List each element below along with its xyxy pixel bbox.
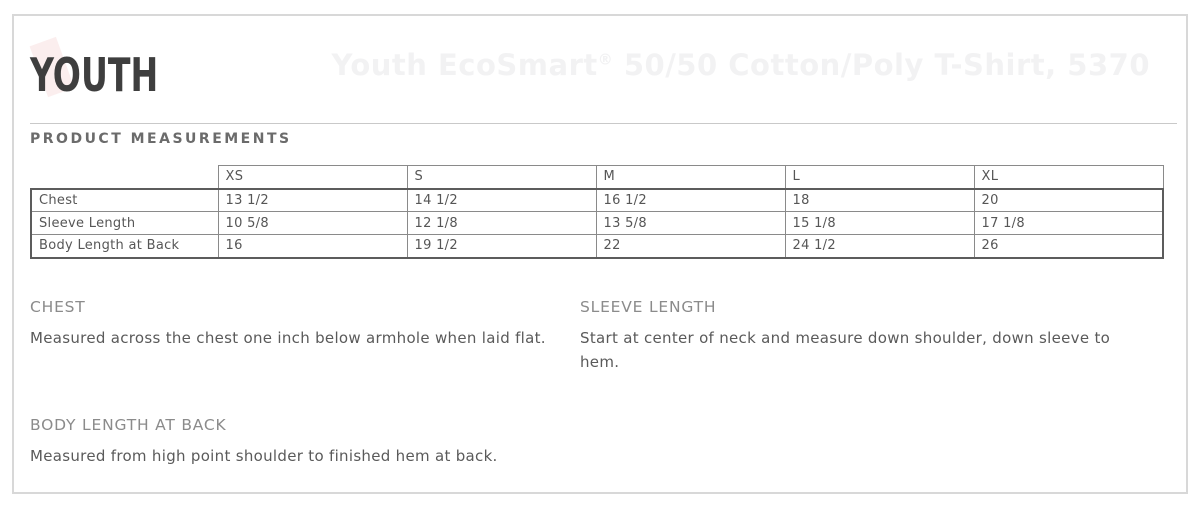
cell-sleeve-s: 12 1/8 — [407, 212, 596, 235]
definition-heading-sleeve-length: SLEEVE LENGTH — [580, 298, 717, 316]
row-label-sleeve-length: Sleeve Length — [31, 212, 218, 235]
definition-text-body-length: Measured from high point shoulder to finished hem at back. — [30, 447, 498, 465]
column-header-xs: XS — [218, 166, 407, 189]
size-chart-header — [31, 166, 1163, 189]
column-header-l: L — [785, 166, 974, 189]
cell-sleeve-xl: 17 1/8 — [974, 212, 1163, 235]
cell-body-xs: 16 — [218, 235, 407, 258]
definition-heading-body-length: BODY LENGTH AT BACK — [30, 416, 227, 434]
definition-text-sleeve-length: Start at center of neck and measure down shoulder, down sleeve to hem. — [580, 329, 1111, 371]
cell-chest-m: 16 1/2 — [596, 189, 785, 212]
section-title-product-measurements: PRODUCT MEASUREMENTS — [30, 131, 292, 147]
size-chart-body — [31, 189, 1163, 258]
cell-chest-s: 14 1/2 — [407, 189, 596, 212]
definition-body-length — [30, 417, 580, 468]
category-heading: YOUTH — [30, 48, 159, 102]
cell-sleeve-m: 13 5/8 — [596, 212, 785, 235]
product-title — [331, 48, 1150, 82]
definitions-row-2 — [30, 417, 1177, 468]
product-title-name: Youth EcoSmart — [331, 48, 598, 82]
cell-body-l: 24 1/2 — [785, 235, 974, 258]
size-chart-table — [30, 165, 1164, 259]
table-row-chest — [31, 189, 1163, 212]
cell-body-m: 22 — [596, 235, 785, 258]
cell-chest-xs: 13 1/2 — [218, 189, 407, 212]
cell-chest-l: 18 — [785, 189, 974, 212]
table-row-sleeve-length — [31, 212, 1163, 235]
definition-sleeve-length — [580, 299, 1177, 374]
definitions-row-1 — [30, 299, 1177, 374]
column-header-xl: XL — [974, 166, 1163, 189]
definition-empty-slot — [580, 417, 1177, 468]
column-header-m: M — [596, 166, 785, 189]
column-header-s: S — [407, 166, 596, 189]
cell-sleeve-l: 15 1/8 — [785, 212, 974, 235]
row-label-body-length: Body Length at Back — [31, 235, 218, 258]
definition-text-chest: Measured across the chest one inch below armhole when laid flat. — [30, 329, 546, 347]
table-header-row — [31, 166, 1163, 189]
cell-chest-xl: 20 — [974, 189, 1163, 212]
corner-empty-cell — [31, 166, 218, 189]
measurement-definitions — [30, 299, 1177, 468]
measurement-sheet — [12, 14, 1188, 494]
definition-heading-chest: CHEST — [30, 298, 86, 316]
registered-trademark-symbol: ® — [597, 50, 614, 69]
definition-chest — [30, 299, 580, 374]
cell-body-s: 19 1/2 — [407, 235, 596, 258]
cell-body-xl: 26 — [974, 235, 1163, 258]
header-divider — [30, 123, 1177, 124]
product-title-rest: 50/50 Cotton/Poly T-Shirt, 5370 — [613, 48, 1150, 82]
cell-sleeve-xs: 10 5/8 — [218, 212, 407, 235]
table-row-body-length — [31, 235, 1163, 258]
row-label-chest: Chest — [31, 189, 218, 212]
